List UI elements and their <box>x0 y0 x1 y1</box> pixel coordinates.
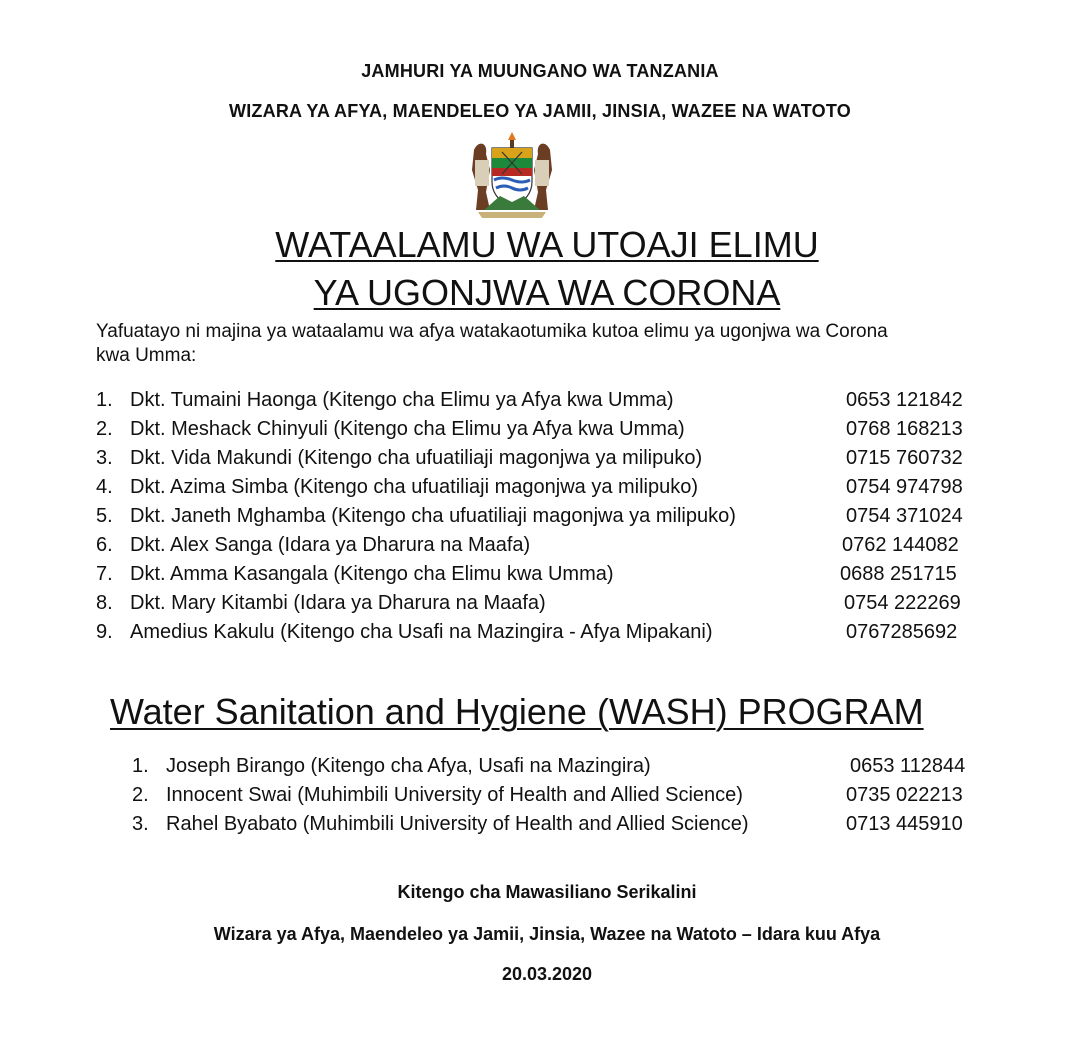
tanzania-coat-of-arms-icon <box>456 130 568 218</box>
main-title-line-1: WATAALAMU WA UTOAJI ELIMU <box>275 224 819 265</box>
list-item-number: 9. <box>96 621 113 643</box>
list-item-phone: 0768 168213 <box>846 418 963 440</box>
list-item-number: 3. <box>96 447 113 469</box>
list-item-number: 2. <box>132 784 149 806</box>
list-item-number: 5. <box>96 505 113 527</box>
list-item-text: Dkt. Azima Simba (Kitengo cha ufuatiliaji magonjwa ya milipuko) <box>130 476 699 498</box>
list-item-number: 3. <box>132 813 149 835</box>
list-item-number: 8. <box>96 592 113 614</box>
footer-unit: Kitengo cha Mawasiliano Serikalini <box>397 882 697 902</box>
footer-ministry: Wizara ya Afya, Maendeleo ya Jamii, Jinsia, Wazee na Watoto – Idara kuu Afya <box>213 924 881 944</box>
list-item-text: Dkt. Amma Kasangala (Kitengo cha Elimu kwa Umma) <box>130 563 614 585</box>
list-item-number: 2. <box>96 418 113 440</box>
list-item-phone: 0653 121842 <box>846 389 963 411</box>
list-item <box>0 415 1080 443</box>
list-item-text: Dkt. Tumaini Haonga (Kitengo cha Elimu ya Afya kwa Umma) <box>130 389 674 411</box>
list-item-phone: 0715 760732 <box>846 447 963 469</box>
list-item-text: Dkt. Vida Makundi (Kitengo cha ufuatiliaji magonjwa ya milipuko) <box>130 447 703 469</box>
list-item <box>0 589 1080 617</box>
list-item-text: Rahel Byabato (Muhimbili University of Health and Allied Science) <box>166 813 749 835</box>
list-item-text: Innocent Swai (Muhimbili University of Health and Allied Science) <box>166 784 743 806</box>
list-item-text: Dkt. Janeth Mghamba (Kitengo cha ufuatiliaji magonjwa ya milipuko) <box>130 505 736 527</box>
list-item <box>0 531 1080 559</box>
list-item-text: Dkt. Alex Sanga (Idara ya Dharura na Maafa) <box>130 534 531 556</box>
list-item-text: Dkt. Meshack Chinyuli (Kitengo cha Elimu ya Afya kwa Umma) <box>130 418 685 440</box>
list-item-number: 6. <box>96 534 113 556</box>
list-item-number: 1. <box>96 389 113 411</box>
list-item <box>0 560 1080 588</box>
header-ministry: WIZARA YA AFYA, MAENDELEO YA JAMII, JINSIA, WAZEE NA WATOTO <box>229 101 851 121</box>
list-item <box>0 810 1080 838</box>
list-item <box>0 618 1080 646</box>
list-item-phone: 0754 974798 <box>846 476 963 498</box>
list-item-phone: 0762 144082 <box>842 534 959 556</box>
list-item-phone: 0653 112844 <box>850 755 966 777</box>
list-item-number: 4. <box>96 476 113 498</box>
list-item-phone: 0688 251715 <box>840 563 957 585</box>
list-item-number: 7. <box>96 563 113 585</box>
intro-line-2: kwa Umma: <box>96 345 197 366</box>
list-item-phone: 0767285692 <box>846 621 958 643</box>
list-item-text: Amedius Kakulu (Kitengo cha Usafi na Mazingira - Afya Mipakani) <box>130 621 713 643</box>
list-item-phone: 0754 222269 <box>844 592 961 614</box>
list-item-text: Joseph Birango (Kitengo cha Afya, Usafi na Mazingira) <box>166 755 651 777</box>
list-item-text: Dkt. Mary Kitambi (Idara ya Dharura na Maafa) <box>130 592 546 614</box>
list-item-number: 1. <box>132 755 149 777</box>
wash-list <box>0 752 1080 842</box>
wash-program-title: Water Sanitation and Hygiene (WASH) PROGRAM <box>110 691 924 732</box>
footer-date: 20.03.2020 <box>501 964 593 984</box>
experts-list <box>0 386 1080 646</box>
intro-line-1: Yafuatayo ni majina ya wataalamu wa afya watakaotumika kutoa elimu ya ugonjwa wa Corona <box>96 321 888 342</box>
header-country: JAMHURI YA MUUNGANO WA TANZANIA <box>361 61 719 81</box>
list-item <box>0 444 1080 472</box>
list-item-phone: 0735 022213 <box>846 784 963 806</box>
list-item <box>0 386 1080 414</box>
list-item-phone: 0713 445910 <box>846 813 963 835</box>
list-item <box>0 502 1080 530</box>
list-item <box>0 781 1080 809</box>
list-item <box>0 752 1080 780</box>
main-title-line-2: YA UGONJWA WA CORONA <box>313 272 781 313</box>
list-item <box>0 473 1080 501</box>
list-item-phone: 0754 371024 <box>846 505 963 527</box>
